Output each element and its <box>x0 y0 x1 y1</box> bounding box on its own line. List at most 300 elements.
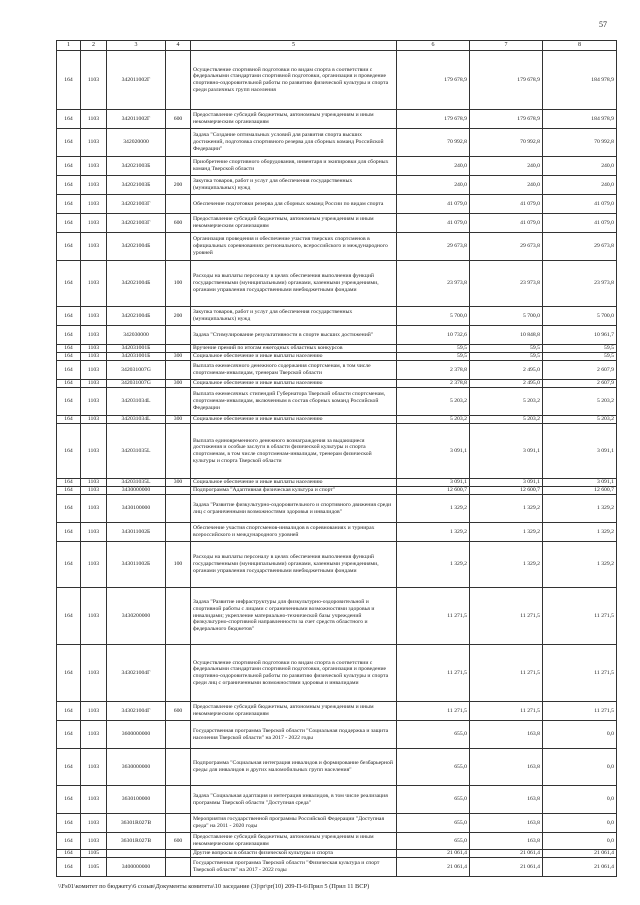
description-cell: Закупка товаров, работ и услуг для обеспечения государственных (муниципальных) нужд <box>191 307 397 326</box>
section-code-cell: 1103 <box>81 721 107 749</box>
target-article-cell <box>107 850 166 858</box>
target-article-cell: 342031001Б <box>107 345 166 353</box>
table-row <box>57 702 617 721</box>
description-cell: Социальное обеспечение и иные выплаты населению <box>191 416 397 424</box>
target-article-cell: 3430200000 <box>107 588 166 645</box>
table-row <box>57 326 617 345</box>
amount-col8-cell: 59,5 <box>543 345 617 353</box>
table-row <box>57 380 617 388</box>
amount-col6-cell: 10 732,6 <box>397 326 470 345</box>
ministry-code-cell: 164 <box>57 157 81 176</box>
target-article-cell: 342030000 <box>107 326 166 345</box>
ministry-code-cell: 164 <box>57 424 81 479</box>
description-cell: Задача "Создание оптимальных условий для развития спорта высших достижений, подготовка спортивного резерва для сборных команд Российской Федерации" <box>191 129 397 157</box>
ministry-code-cell: 164 <box>57 51 81 110</box>
amount-col7-cell: 21 061,4 <box>470 858 543 877</box>
ministry-code-cell: 164 <box>57 487 81 495</box>
expense-type-cell <box>166 721 191 749</box>
amount-col8-cell: 0,0 <box>543 833 617 850</box>
amount-col6-cell: 3 091,1 <box>397 479 470 487</box>
target-article-cell: 342031034L <box>107 416 166 424</box>
description-cell: Осуществление спортивной подготовки по видам спорта в соответствии с федеральными стандартами спортивной подготовки, организация и проведение спортивно-оздоровительной работы по развитию физической культуры и спорта среди лиц с ограниченными возможностями здоровья и инвалидами <box>191 645 397 702</box>
header-cell: 6 <box>397 41 470 51</box>
section-code-cell: 1103 <box>81 129 107 157</box>
amount-col7-cell: 11 271,5 <box>470 702 543 721</box>
ministry-code-cell: 164 <box>57 233 81 261</box>
ministry-code-cell: 164 <box>57 416 81 424</box>
amount-col8-cell: 3 091,1 <box>543 479 617 487</box>
table-row <box>57 388 617 416</box>
expense-type-cell: 600 <box>166 702 191 721</box>
amount-col8-cell: 11 271,5 <box>543 588 617 645</box>
ministry-code-cell: 164 <box>57 542 81 588</box>
amount-col8-cell: 0,0 <box>543 814 617 833</box>
expense-type-cell <box>166 51 191 110</box>
expense-type-cell <box>166 424 191 479</box>
ministry-code-cell: 164 <box>57 353 81 361</box>
amount-col7-cell: 240,0 <box>470 157 543 176</box>
description-cell: Приобретение спортивного оборудования, инвентаря и экипировки для сборных команд Тверской области <box>191 157 397 176</box>
section-code-cell: 1103 <box>81 51 107 110</box>
amount-col6-cell: 11 271,5 <box>397 702 470 721</box>
ministry-code-cell: 164 <box>57 786 81 814</box>
description-cell: Задача "Развитие инфраструктуры для физкультурно-оздоровительной и спортивной работы с лицами с ограниченными возможностями здоровья и инвалидами; укрепление материально-технической базы учреждений физкультурно-спортивной направленности за счет средств областного и федерального бюджетов" <box>191 588 397 645</box>
amount-col6-cell: 2 378,8 <box>397 361 470 380</box>
target-article-cell: 3430100000 <box>107 495 166 523</box>
ministry-code-cell: 164 <box>57 833 81 850</box>
target-article-cell: 3600000000 <box>107 721 166 749</box>
amount-col8-cell: 12 600,7 <box>543 487 617 495</box>
ministry-code-cell: 164 <box>57 214 81 233</box>
amount-col6-cell: 2 378,8 <box>397 380 470 388</box>
section-code-cell: 1103 <box>81 814 107 833</box>
description-cell: Выплата единовременного денежного вознаграждения за выдающиеся достижения и особые заслуги в области физической культуры и спорта спортсменам, в том числе спортсменам-инвалидам, тренерам физической культуры и спорта Тверской области <box>191 424 397 479</box>
description-cell: Закупка товаров, работ и услуг для обеспечения государственных (муниципальных) нужд <box>191 176 397 195</box>
description-cell: Подпрограмма "Социальная интеграция инвалидов и формирование безбарьерной среды для инвалидов и других маломобильных групп населения" <box>191 749 397 786</box>
description-cell: Обеспечение участия спортсменов-инвалидов в соревнованиях и турнирах всероссийского и международного уровней <box>191 523 397 542</box>
expense-type-cell <box>166 129 191 157</box>
section-code-cell: 1103 <box>81 786 107 814</box>
header-cell: 7 <box>470 41 543 51</box>
expense-type-cell <box>166 495 191 523</box>
table-row <box>57 833 617 850</box>
description-cell: Предоставление субсидий бюджетным, автономным учреждениям и иным некоммерческим организациям <box>191 214 397 233</box>
expense-type-cell: 200 <box>166 176 191 195</box>
amount-col7-cell: 21 061,4 <box>470 850 543 858</box>
description-cell: Вручение премий по итогам ежегодных областных конкурсов <box>191 345 397 353</box>
amount-col6-cell: 41 079,0 <box>397 195 470 214</box>
expense-type-cell <box>166 588 191 645</box>
amount-col6-cell: 1 329,2 <box>397 542 470 588</box>
amount-col8-cell: 21 061,4 <box>543 850 617 858</box>
amount-col8-cell: 29 673,8 <box>543 233 617 261</box>
expense-type-cell: 100 <box>166 261 191 307</box>
section-code-cell: 1105 <box>81 850 107 858</box>
amount-col8-cell: 23 973,8 <box>543 261 617 307</box>
table-row <box>57 588 617 645</box>
amount-col7-cell: 3 091,1 <box>470 424 543 479</box>
section-code-cell: 1103 <box>81 380 107 388</box>
expense-type-cell <box>166 157 191 176</box>
expense-type-cell <box>166 487 191 495</box>
amount-col8-cell: 41 079,0 <box>543 195 617 214</box>
target-article-cell: 3430000000 <box>107 487 166 495</box>
ministry-code-cell: 164 <box>57 307 81 326</box>
ministry-code-cell: 164 <box>57 479 81 487</box>
ministry-code-cell: 164 <box>57 326 81 345</box>
description-cell: Расходы на выплаты персоналу в целях обеспечения выполнения функций государственными (муниципальными) органами, казенными учреждениями, органами управления государственными внебюджетными фондами <box>191 542 397 588</box>
amount-col8-cell: 240,0 <box>543 176 617 195</box>
amount-col7-cell: 240,0 <box>470 176 543 195</box>
section-code-cell: 1103 <box>81 361 107 380</box>
description-cell: Задача "Стимулирование результативности в спорте высших достижений" <box>191 326 397 345</box>
table-row <box>57 850 617 858</box>
target-article-cell: 36301R027B <box>107 814 166 833</box>
target-article-cell: 3630100000 <box>107 786 166 814</box>
amount-col8-cell: 184 978,9 <box>543 51 617 110</box>
section-code-cell: 1103 <box>81 702 107 721</box>
amount-col6-cell: 21 061,4 <box>397 850 470 858</box>
budget-table <box>56 40 617 877</box>
table-row <box>57 814 617 833</box>
section-code-cell: 1103 <box>81 233 107 261</box>
ministry-code-cell: 164 <box>57 380 81 388</box>
header-row <box>57 41 617 51</box>
description-cell: Выплата ежемесячного денежного содержания спортсменам, в том числе спортсменам-инвалидам, тренерам Тверской области <box>191 361 397 380</box>
expense-type-cell <box>166 326 191 345</box>
header-cell: 8 <box>543 41 617 51</box>
amount-col7-cell: 1 329,2 <box>470 523 543 542</box>
section-code-cell: 1103 <box>81 176 107 195</box>
footer-path: \\Fs01\комитет по бюджету\6 созыв\Документы комитета\10 заседание (3)\pr\pr(10) 209-П-6\Прил 5 (Прил 11 ВСР) <box>58 883 370 890</box>
target-article-cell: 342011002Г <box>107 110 166 129</box>
section-code-cell: 1103 <box>81 416 107 424</box>
amount-col6-cell: 59,5 <box>397 353 470 361</box>
amount-col6-cell: 655,0 <box>397 749 470 786</box>
target-article-cell: 342021003Б <box>107 157 166 176</box>
description-cell: Социальное обеспечение и иные выплаты населению <box>191 353 397 361</box>
header-cell: 5 <box>191 41 397 51</box>
table-row <box>57 416 617 424</box>
target-article-cell: 342031035L <box>107 424 166 479</box>
amount-col6-cell: 23 973,8 <box>397 261 470 307</box>
amount-col6-cell: 29 673,8 <box>397 233 470 261</box>
target-article-cell: 342031007G <box>107 361 166 380</box>
amount-col6-cell: 70 992,8 <box>397 129 470 157</box>
description-cell: Организация проведения и обеспечение участия тверских спортсменов в официальных соревнованиях регионального, всероссийского и международного уровней <box>191 233 397 261</box>
description-cell: Задача "Социальная адаптация и интеграция инвалидов, в том числе реализация программы Тверской области "Доступная среда" <box>191 786 397 814</box>
ministry-code-cell: 164 <box>57 588 81 645</box>
amount-col7-cell: 59,5 <box>470 353 543 361</box>
section-code-cell: 1103 <box>81 542 107 588</box>
description-cell: Предоставление субсидий бюджетным, автономным учреждениям и иным некоммерческим организациям <box>191 702 397 721</box>
expense-type-cell: 600 <box>166 110 191 129</box>
table-row <box>57 487 617 495</box>
amount-col8-cell: 184 978,9 <box>543 110 617 129</box>
ministry-code-cell: 164 <box>57 110 81 129</box>
description-cell: Государственная программа Тверской области "Социальная поддержка и защита населения Тверской области" на 2017 - 2022 годы <box>191 721 397 749</box>
table-row <box>57 858 617 877</box>
description-cell: Социальное обеспечение и иные выплаты населению <box>191 380 397 388</box>
ministry-code-cell: 164 <box>57 495 81 523</box>
table-row <box>57 307 617 326</box>
amount-col6-cell: 12 600,7 <box>397 487 470 495</box>
amount-col8-cell: 0,0 <box>543 786 617 814</box>
amount-col7-cell: 1 329,2 <box>470 542 543 588</box>
description-cell: Осуществление спортивной подготовки по видам спорта в соответствии с федеральными стандартами спортивной подготовки, организация и проведение спортивно-оздоровительной работы по развитию физической культуры и спорта среди различных групп населения <box>191 51 397 110</box>
section-code-cell: 1103 <box>81 326 107 345</box>
amount-col8-cell: 10 961,7 <box>543 326 617 345</box>
ministry-code-cell: 164 <box>57 195 81 214</box>
target-article-cell: 342021004Б <box>107 307 166 326</box>
amount-col7-cell: 29 673,8 <box>470 233 543 261</box>
amount-col6-cell: 240,0 <box>397 157 470 176</box>
amount-col8-cell: 5 203,2 <box>543 416 617 424</box>
amount-col6-cell: 11 271,5 <box>397 645 470 702</box>
table-row <box>57 749 617 786</box>
amount-col8-cell: 3 091,1 <box>543 424 617 479</box>
target-article-cell: 343011002Б <box>107 523 166 542</box>
description-cell: Предоставление субсидий бюджетным, автономным учреждениям и иным некоммерческим организациям <box>191 110 397 129</box>
table-row <box>57 479 617 487</box>
target-article-cell: 36301R027B <box>107 833 166 850</box>
amount-col7-cell: 10 848,8 <box>470 326 543 345</box>
target-article-cell: 342031034L <box>107 388 166 416</box>
amount-col7-cell: 3 091,1 <box>470 479 543 487</box>
amount-col6-cell: 179 678,9 <box>397 51 470 110</box>
header-cell: 3 <box>107 41 166 51</box>
section-code-cell: 1103 <box>81 495 107 523</box>
expense-type-cell: 600 <box>166 833 191 850</box>
target-article-cell: 342021004Б <box>107 233 166 261</box>
amount-col7-cell: 163,8 <box>470 721 543 749</box>
expense-type-cell <box>166 195 191 214</box>
target-article-cell: 342021003Б <box>107 176 166 195</box>
description-cell: Подпрограмма "Адаптивная физическая культура и спорт" <box>191 487 397 495</box>
target-article-cell: 342031035L <box>107 479 166 487</box>
amount-col6-cell: 5 203,2 <box>397 416 470 424</box>
target-article-cell: 342020000 <box>107 129 166 157</box>
amount-col7-cell: 5 203,2 <box>470 388 543 416</box>
expense-type-cell <box>166 814 191 833</box>
ministry-code-cell: 164 <box>57 388 81 416</box>
expense-type-cell <box>166 786 191 814</box>
amount-col8-cell: 2 607,9 <box>543 380 617 388</box>
target-article-cell: 342021003Г <box>107 195 166 214</box>
amount-col7-cell: 163,8 <box>470 749 543 786</box>
description-cell: Выплата ежемесячных стипендий Губернатора Тверской области спортсменам, спортсменам-инвалидам, включенным в состав сборных команд Российской Федерации <box>191 388 397 416</box>
header-cell: 1 <box>57 41 81 51</box>
amount-col7-cell: 2 495,0 <box>470 380 543 388</box>
ministry-code-cell: 164 <box>57 721 81 749</box>
expense-type-cell: 300 <box>166 416 191 424</box>
amount-col7-cell: 23 973,8 <box>470 261 543 307</box>
table-row <box>57 129 617 157</box>
section-code-cell: 1103 <box>81 388 107 416</box>
ministry-code-cell: 164 <box>57 749 81 786</box>
table-row <box>57 345 617 353</box>
section-code-cell: 1103 <box>81 261 107 307</box>
section-code-cell: 1103 <box>81 424 107 479</box>
amount-col7-cell: 163,8 <box>470 833 543 850</box>
table-row <box>57 195 617 214</box>
amount-col8-cell: 11 271,5 <box>543 645 617 702</box>
amount-col6-cell: 1 329,2 <box>397 495 470 523</box>
table-row <box>57 786 617 814</box>
ministry-code-cell: 164 <box>57 176 81 195</box>
section-code-cell: 1103 <box>81 479 107 487</box>
table-row <box>57 424 617 479</box>
expense-type-cell <box>166 233 191 261</box>
expense-type-cell <box>166 361 191 380</box>
section-code-cell: 1103 <box>81 833 107 850</box>
amount-col8-cell: 0,0 <box>543 749 617 786</box>
ministry-code-cell: 164 <box>57 345 81 353</box>
section-code-cell: 1103 <box>81 353 107 361</box>
table-row <box>57 542 617 588</box>
expense-type-cell <box>166 850 191 858</box>
amount-col7-cell: 41 079,0 <box>470 195 543 214</box>
amount-col8-cell: 240,0 <box>543 157 617 176</box>
target-article-cell: 342021004Б <box>107 261 166 307</box>
ministry-code-cell: 164 <box>57 702 81 721</box>
amount-col6-cell: 5 700,0 <box>397 307 470 326</box>
description-cell: Обеспечение подготовки резерва для сборных команд России по видам спорта <box>191 195 397 214</box>
table-row <box>57 51 617 110</box>
expense-type-cell: 200 <box>166 307 191 326</box>
section-code-cell: 1103 <box>81 523 107 542</box>
ministry-code-cell: 164 <box>57 814 81 833</box>
amount-col6-cell: 3 091,1 <box>397 424 470 479</box>
amount-col8-cell: 21 061,4 <box>543 858 617 877</box>
amount-col6-cell: 179 678,9 <box>397 110 470 129</box>
amount-col6-cell: 655,0 <box>397 786 470 814</box>
amount-col6-cell: 655,0 <box>397 814 470 833</box>
description-cell: Государственная программа Тверской области "Физическая культура и спорт Тверской области" на 2017 - 2022 годы <box>191 858 397 877</box>
table-row <box>57 110 617 129</box>
amount-col7-cell: 41 079,0 <box>470 214 543 233</box>
amount-col8-cell: 1 329,2 <box>543 495 617 523</box>
section-code-cell: 1103 <box>81 345 107 353</box>
amount-col6-cell: 21 061,4 <box>397 858 470 877</box>
target-article-cell: 343021004Г <box>107 645 166 702</box>
ministry-code-cell: 164 <box>57 645 81 702</box>
description-cell: Предоставление субсидий бюджетным, автономным учреждениям и иным некоммерческим организациям <box>191 833 397 850</box>
amount-col7-cell: 1 329,2 <box>470 495 543 523</box>
section-code-cell: 1103 <box>81 214 107 233</box>
section-code-cell: 1103 <box>81 749 107 786</box>
section-code-cell: 1103 <box>81 588 107 645</box>
header-cell: 4 <box>166 41 191 51</box>
amount-col6-cell: 59,5 <box>397 345 470 353</box>
section-code-cell: 1103 <box>81 195 107 214</box>
section-code-cell: 1103 <box>81 157 107 176</box>
amount-col8-cell: 5 203,2 <box>543 388 617 416</box>
table-row <box>57 176 617 195</box>
amount-col7-cell: 5 700,0 <box>470 307 543 326</box>
amount-col8-cell: 5 700,0 <box>543 307 617 326</box>
table-row <box>57 157 617 176</box>
amount-col8-cell: 70 992,8 <box>543 129 617 157</box>
amount-col7-cell: 179 678,9 <box>470 110 543 129</box>
header-cell: 2 <box>81 41 107 51</box>
amount-col7-cell: 11 271,5 <box>470 588 543 645</box>
expense-type-cell <box>166 523 191 542</box>
ministry-code-cell: 164 <box>57 361 81 380</box>
table-row <box>57 261 617 307</box>
table-row <box>57 495 617 523</box>
ministry-code-cell: 164 <box>57 850 81 858</box>
amount-col8-cell: 59,5 <box>543 353 617 361</box>
amount-col8-cell: 1 329,2 <box>543 542 617 588</box>
target-article-cell: 3630000000 <box>107 749 166 786</box>
amount-col7-cell: 70 992,8 <box>470 129 543 157</box>
description-cell: Другие вопросы в области физической культуры и спорта <box>191 850 397 858</box>
section-code-cell: 1105 <box>81 858 107 877</box>
amount-col7-cell: 5 203,2 <box>470 416 543 424</box>
amount-col6-cell: 655,0 <box>397 721 470 749</box>
table-row <box>57 645 617 702</box>
target-article-cell: 342011002Г <box>107 51 166 110</box>
amount-col7-cell: 2 495,0 <box>470 361 543 380</box>
expense-type-cell <box>166 858 191 877</box>
table-row <box>57 523 617 542</box>
table-row <box>57 361 617 380</box>
expense-type-cell: 300 <box>166 353 191 361</box>
table-row <box>57 353 617 361</box>
ministry-code-cell: 164 <box>57 858 81 877</box>
table-row <box>57 721 617 749</box>
amount-col7-cell: 12 600,7 <box>470 487 543 495</box>
expense-type-cell: 100 <box>166 542 191 588</box>
ministry-code-cell: 164 <box>57 523 81 542</box>
description-cell: Мероприятия государственной программы Российской Федерации "Доступная среда" на 2011 - 2020 годы <box>191 814 397 833</box>
page-number: 57 <box>599 20 607 29</box>
target-article-cell: 3400000000 <box>107 858 166 877</box>
expense-type-cell <box>166 345 191 353</box>
amount-col6-cell: 11 271,5 <box>397 588 470 645</box>
amount-col8-cell: 41 079,0 <box>543 214 617 233</box>
expense-type-cell <box>166 749 191 786</box>
amount-col7-cell: 163,8 <box>470 786 543 814</box>
amount-col6-cell: 240,0 <box>397 176 470 195</box>
amount-col7-cell: 59,5 <box>470 345 543 353</box>
amount-col7-cell: 11 271,5 <box>470 645 543 702</box>
expense-type-cell: 600 <box>166 214 191 233</box>
expense-type-cell: 300 <box>166 479 191 487</box>
expense-type-cell: 300 <box>166 380 191 388</box>
amount-col8-cell: 2 607,9 <box>543 361 617 380</box>
amount-col6-cell: 5 203,2 <box>397 388 470 416</box>
description-cell: Задача "Развитие физкультурно-оздоровительного и спортивного движения среди лиц с ограниченными возможностями здоровья и инвалидов" <box>191 495 397 523</box>
target-article-cell: 342021003Г <box>107 214 166 233</box>
ministry-code-cell: 164 <box>57 129 81 157</box>
description-cell: Социальное обеспечение и иные выплаты населению <box>191 479 397 487</box>
amount-col6-cell: 41 079,0 <box>397 214 470 233</box>
target-article-cell: 343021004Г <box>107 702 166 721</box>
expense-type-cell <box>166 645 191 702</box>
target-article-cell: 342031001Б <box>107 353 166 361</box>
amount-col7-cell: 179 678,9 <box>470 51 543 110</box>
description-cell: Расходы на выплаты персоналу в целях обеспечения выполнения функций государственными (муниципальными) органами, казенными учреждениями, органами управления государственными внебюджетными фондами <box>191 261 397 307</box>
table-row <box>57 214 617 233</box>
target-article-cell: 343011002Б <box>107 542 166 588</box>
section-code-cell: 1103 <box>81 645 107 702</box>
amount-col6-cell: 655,0 <box>397 833 470 850</box>
amount-col8-cell: 0,0 <box>543 721 617 749</box>
amount-col8-cell: 1 329,2 <box>543 523 617 542</box>
ministry-code-cell: 164 <box>57 261 81 307</box>
